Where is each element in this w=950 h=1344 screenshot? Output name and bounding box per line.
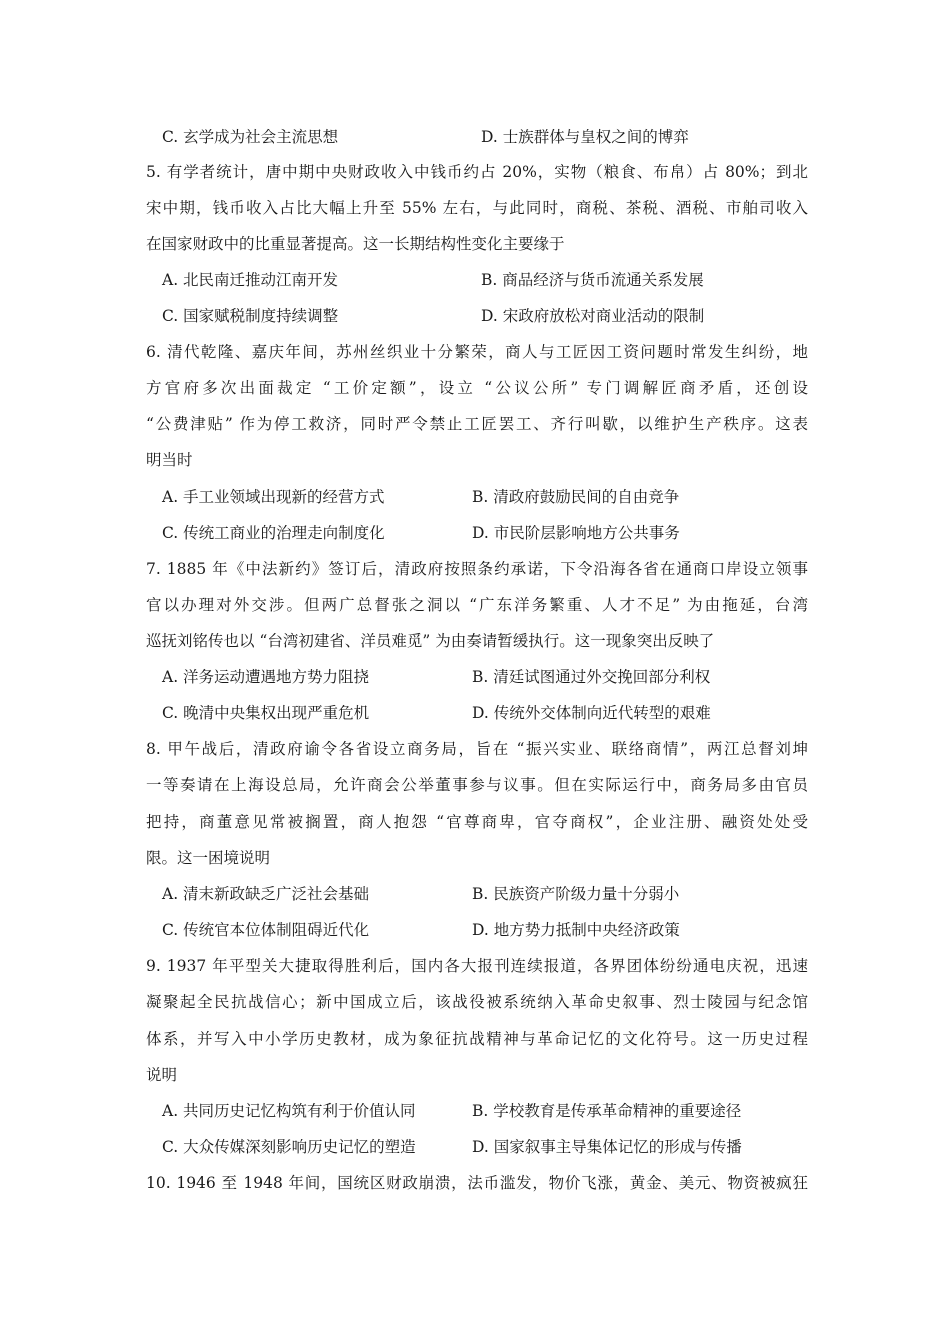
- question-6-stem-line-4: 明当时: [146, 451, 193, 469]
- question-5-option-a: A. 北民南迁推动江南开发: [162, 271, 339, 289]
- question-5-stem-line-3: 在国家财政中的比重显著提高。这一长期结构性变化主要缘于: [146, 235, 565, 253]
- question-7-stem-line-2: 官以办理对外交涉。但两广总督张之洞以 “广东洋务繁重、人才不足” 为由拖延，台湾: [146, 596, 808, 614]
- question-5-stem-line-1: 5. 有学者统计，唐中期中央财政收入中钱币约占 20%，实物（粮食、布帛）占 80%；到北: [146, 163, 808, 181]
- question-7-option-d: D. 传统外交体制向近代转型的艰难: [472, 704, 711, 722]
- question-9-option-a: A. 共同历史记忆构筑有利于价值认同: [162, 1102, 416, 1120]
- question-5-option-b: B. 商品经济与货币流通关系发展: [481, 271, 704, 289]
- question-5-option-c: C. 国家赋税制度持续调整: [162, 307, 339, 325]
- question-8-option-d: D. 地方势力抵制中央经济政策: [472, 921, 680, 939]
- question-6-option-c: C. 传统工商业的治理走向制度化: [162, 524, 385, 542]
- question-6-option-a: A. 手工业领域出现新的经营方式: [162, 488, 385, 506]
- question-8-option-a: A. 清末新政缺乏广泛社会基础: [162, 885, 370, 903]
- question-6-option-b: B. 清政府鼓励民间的自由竞争: [472, 488, 680, 506]
- question-8-stem-line-2: 一等奏请在上海设总局，允许商会公举董事参与议事。但在实际运行中，商务局多由官员: [146, 776, 808, 794]
- question-8-stem-line-3: 把持，商董意见常被搁置，商人抱怨 “官尊商卑，官夺商权”，企业注册、融资处处受: [146, 813, 808, 831]
- question-6-stem-line-1: 6. 清代乾隆、嘉庆年间，苏州丝织业十分繁荣，商人与工匠因工资问题时常发生纠纷，地: [146, 343, 808, 361]
- question-6-option-d: D. 市民阶层影响地方公共事务: [472, 524, 680, 542]
- question-9-stem-line-3: 体系，并写入中小学历史教材，成为象征抗战精神与革命记忆的文化符号。这一历史过程: [146, 1030, 808, 1048]
- question-9-option-b: B. 学校教育是传承革命精神的重要途径: [472, 1102, 742, 1120]
- option-c: C. 玄学成为社会主流思想: [162, 128, 339, 146]
- question-8-option-c: C. 传统官本位体制阻碍近代化: [162, 921, 370, 939]
- question-9-option-d: D. 国家叙事主导集体记忆的形成与传播: [472, 1138, 742, 1156]
- question-7-option-b: B. 清廷试图通过外交挽回部分利权: [472, 668, 711, 686]
- question-6-stem-line-2: 方官府多次出面裁定 “工价定额”，设立 “公议公所” 专门调解匠商矛盾，还创设: [146, 379, 808, 397]
- question-7-stem-line-3: 巡抚刘铭传也以 “台湾初建省、洋员难觅” 为由奏请暂缓执行。这一现象突出反映了: [146, 632, 715, 650]
- question-6-stem-line-3: “公费津贴” 作为停工救济，同时严令禁止工匠罢工、齐行叫歇，以维护生产秩序。这表: [146, 415, 808, 433]
- question-8-option-b: B. 民族资产阶级力量十分弱小: [472, 885, 680, 903]
- question-9-stem-line-4: 说明: [146, 1066, 178, 1084]
- question-9-stem-line-2: 凝聚起全民抗战信心；新中国成立后，该战役被系统纳入革命史叙事、烈士陵园与纪念馆: [146, 993, 808, 1011]
- question-10-stem-line-1: 10. 1946 至 1948 年间，国统区财政崩溃，法币滥发，物价飞涨，黄金、美元、物资被疯狂: [146, 1174, 808, 1192]
- question-8-stem-line-4: 限。这一困境说明: [146, 849, 271, 867]
- question-9-stem-line-1: 9. 1937 年平型关大捷取得胜利后，国内各大报刊连续报道，各界团体纷纷通电庆祝，迅速: [146, 957, 808, 975]
- question-7-option-c: C. 晚清中央集权出现严重危机: [162, 704, 370, 722]
- question-7-option-a: A. 洋务运动遭遇地方势力阻挠: [162, 668, 370, 686]
- question-5-option-d: D. 宋政府放松对商业活动的限制: [481, 307, 705, 325]
- question-9-option-c: C. 大众传媒深刻影响历史记忆的塑造: [162, 1138, 416, 1156]
- option-d: D. 士族群体与皇权之间的博弈: [481, 128, 689, 146]
- question-8-stem-line-1: 8. 甲午战后，清政府谕令各省设立商务局，旨在 “振兴实业、联络商情”，两江总督刘坤: [146, 740, 808, 758]
- question-5-stem-line-2: 宋中期，钱币收入占比大幅上升至 55% 左右，与此同时，商税、茶税、酒税、市舶司收入: [146, 199, 808, 217]
- question-7-stem-line-1: 7. 1885 年《中法新约》签订后，清政府按照条约承诺，下令沿海各省在通商口岸设立领事: [146, 560, 808, 578]
